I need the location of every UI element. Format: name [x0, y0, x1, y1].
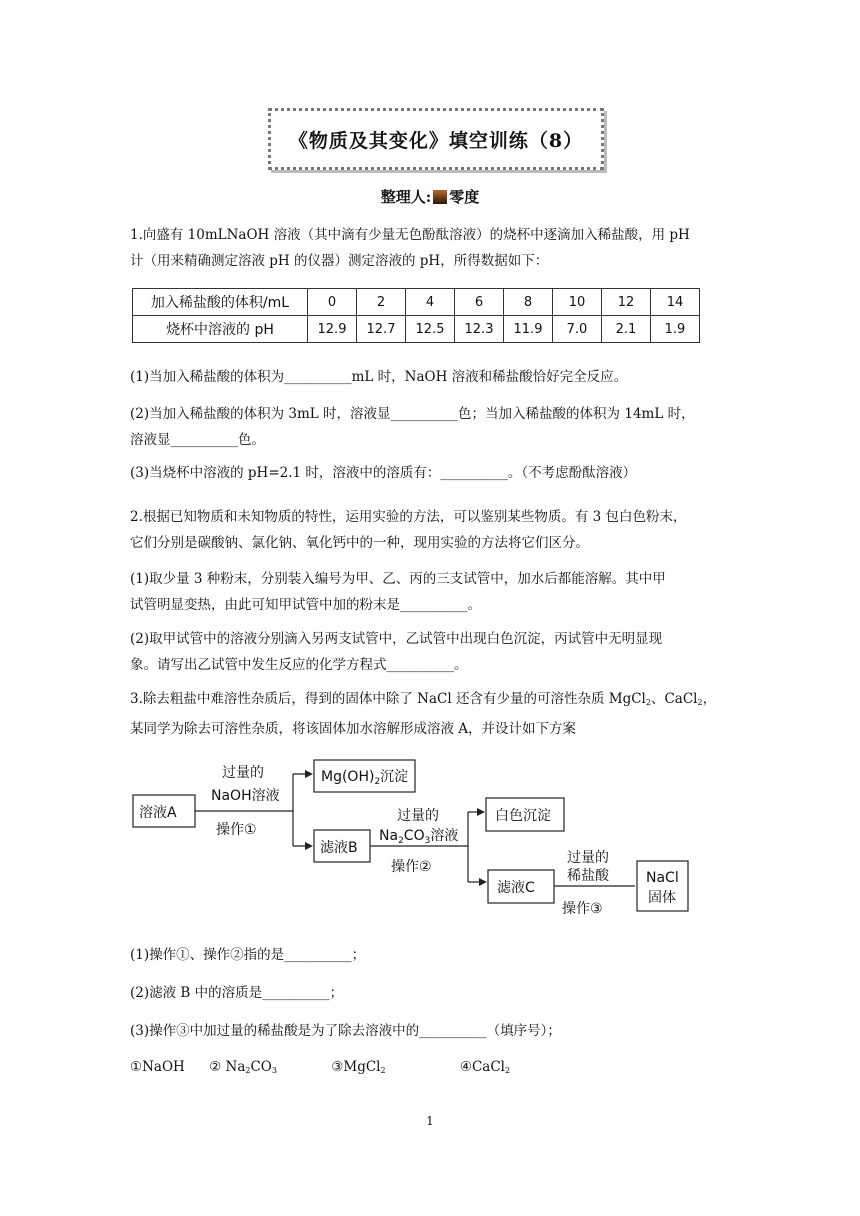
label-reagent2-line1: 过量的 — [397, 808, 439, 824]
table-cell: 12.5 — [406, 316, 455, 343]
separation-flowchart — [125, 748, 725, 918]
table-header-volume: 加入稀盐酸的体积/mL — [133, 289, 308, 316]
table-cell: 12.3 — [455, 316, 504, 343]
table-cell: 10 — [553, 289, 602, 316]
q2-sub1-line1: (1)取少量 3 种粉末，分别装入编号为甲、乙、丙的三支试管中，加水后都能溶解。其中甲 — [130, 571, 666, 587]
label-reagent2-line2: $Na_2CO_3$溶液 — [379, 828, 459, 846]
q2-sub1-line2: 试管明显变热，由此可知甲试管中加的粉末是__________。 — [130, 597, 481, 613]
q3-stem-line2: 某同学为除去可溶性杂质，将该固体加水溶解形成溶液 A，并设计如下方案 — [130, 721, 577, 737]
page-title: 《物质及其变化》填空训练（8） — [288, 129, 584, 152]
author-line — [0, 186, 860, 207]
q1-stem-line2: 计（用来精确测定溶液 pH 的仪器）测定溶液的 pH，所得数据如下： — [130, 253, 549, 269]
q2-sub1 — [130, 566, 740, 618]
table-cell: 11.9 — [504, 316, 553, 343]
option-2: ② $Na_2CO_3$ — [209, 1059, 277, 1075]
label-nacl: NaCl — [646, 870, 679, 886]
label-filtrate-b: 滤液B — [320, 840, 358, 856]
title-box — [268, 108, 604, 170]
label-reagent3-line1: 过量的 — [567, 850, 609, 866]
q1-sub2-line1: (2)当加入稀盐酸的体积为 3mL 时，溶液显__________色；当加入稀盐酸的体积为 14mL 时， — [130, 406, 695, 422]
q2-stem — [130, 504, 740, 556]
q3-sub2: (2)滤液 B 中的溶质是__________； — [130, 985, 344, 1001]
table-cell: 14 — [651, 289, 700, 316]
table-cell: 12.7 — [357, 316, 406, 343]
q2-sub2-line2: 象。请写出乙试管中发生反应的化学方程式__________。 — [130, 657, 468, 673]
q3-sub1: (1)操作①、操作②指的是__________； — [130, 947, 366, 963]
table-cell: 12 — [602, 289, 651, 316]
label-reagent1-line1: 过量的 — [222, 765, 264, 781]
option-3: ③MgCl$_2$ — [331, 1059, 386, 1075]
q3-sub3: (3)操作③中加过量的稀盐酸是为了除去溶液中的__________（填序号）； — [130, 1023, 561, 1039]
label-operation3: 操作③ — [562, 901, 603, 917]
page-number: 1 — [426, 1114, 434, 1128]
table-cell: 2.1 — [602, 316, 651, 343]
table-cell: 0 — [308, 289, 357, 316]
q1-sub1: (1)当加入稀盐酸的体积为__________mL 时，NaOH 溶液和稀盐酸恰好完全反应。 — [130, 369, 628, 385]
table-cell: 4 — [406, 289, 455, 316]
author-prefix: 整理人: — [380, 188, 432, 206]
q1-sub2-line2: 溶液显__________色。 — [130, 432, 265, 448]
q2-sub2-line1: (2)取甲试管中的溶液分别滴入另两支试管中，乙试管中出现白色沉淀，丙试管中无明显现 — [130, 631, 663, 647]
option-1: ①NaOH — [130, 1059, 185, 1075]
q3-stem-line1: 3.除去粗盐中难溶性杂质后，得到的固体中除了 NaCl 还含有少量的可溶性杂质 MgCl$_2$、CaCl$_2$， — [130, 691, 717, 707]
label-reagent3-line2: 稀盐酸 — [567, 868, 609, 884]
author-avatar-icon — [433, 190, 447, 204]
table-row — [133, 289, 700, 316]
label-reagent1-line2: NaOH溶液 — [211, 788, 280, 804]
q1-stem-line1: 1.向盛有 10mLNaOH 溶液（其中滴有少量无色酚酞溶液）的烧杯中逐滴加入稀盐酸，用 pH — [130, 227, 690, 243]
q3-stem — [130, 686, 740, 742]
label-white-precipitate: 白色沉淀 — [495, 808, 551, 824]
label-solution-a: 溶液A — [139, 805, 177, 821]
label-filtrate-c: 滤液C — [497, 880, 535, 896]
label-operation2: 操作② — [391, 859, 432, 875]
label-mg-oh: $Mg(OH)_2$沉淀 — [321, 769, 409, 787]
q2-stem-line2: 它们分别是碳酸钠、氯化钠、氧化钙中的一种，现用实验的方法将它们区分。 — [130, 535, 589, 551]
table-cell: 7.0 — [553, 316, 602, 343]
table-cell: 2 — [357, 289, 406, 316]
label-solid: 固体 — [648, 890, 676, 906]
table-row — [133, 316, 700, 343]
table-header-ph: 烧杯中溶液的 pH — [133, 316, 308, 343]
q1-sub2 — [130, 401, 740, 453]
q3-options — [130, 1054, 740, 1084]
table-cell: 8 — [504, 289, 553, 316]
q2-sub2 — [130, 626, 740, 678]
q1-stem — [130, 222, 740, 274]
label-operation1: 操作① — [216, 822, 257, 838]
table-cell: 1.9 — [651, 316, 700, 343]
option-4: ④CaCl$_2$ — [459, 1059, 511, 1075]
table-cell: 6 — [455, 289, 504, 316]
table-cell: 12.9 — [308, 316, 357, 343]
q2-stem-line1: 2.根据已知物质和未知物质的特性，运用实验的方法，可以鉴别某些物质。有 3 包白色粉末， — [130, 509, 687, 525]
ph-data-table — [132, 288, 700, 343]
q1-sub3: (3)当烧杯中溶液的 pH=2.1 时，溶液中的溶质有：__________。（不考虑酚酞溶液） — [130, 465, 637, 481]
author-name: 零度 — [449, 188, 480, 206]
